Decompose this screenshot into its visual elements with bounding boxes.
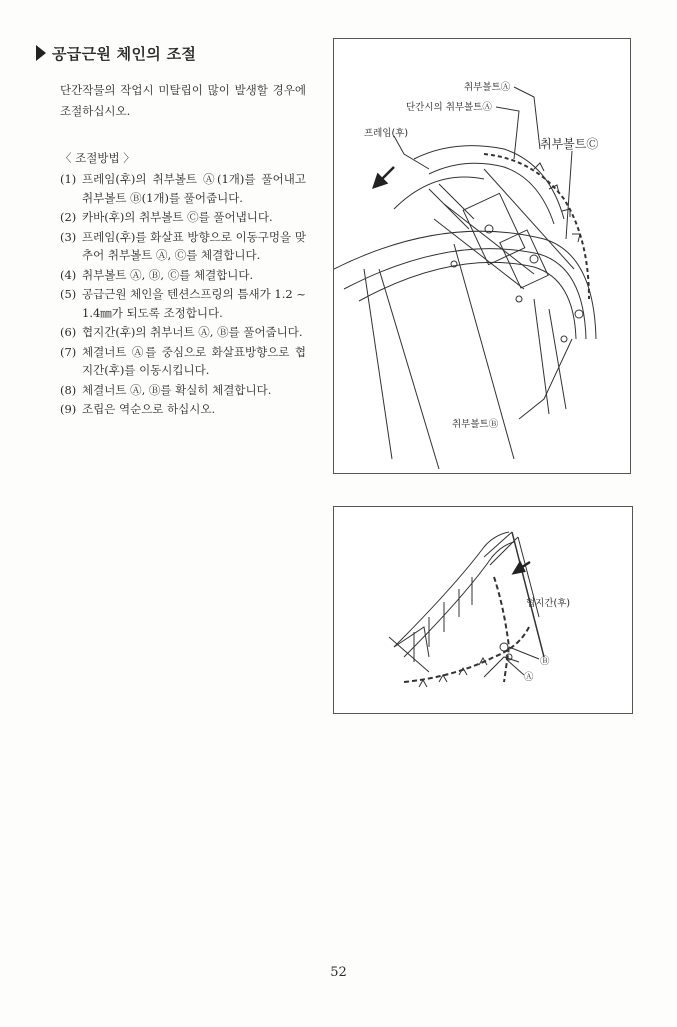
label-clamp: 협지간(후) [526, 598, 571, 609]
step-text: 프레임(후)를 화살표 방향으로 이동구멍을 맞추어 취부볼트 Ⓐ, Ⓒ를 체결합니다. [82, 229, 306, 262]
step-text: 프레임(후)의 취부볼트 Ⓐ(1개)를 풀어내고 취부볼트 Ⓑ(1개)를 풀어줍니다. [82, 172, 306, 205]
method-title: 〈 조절방법 〉 [60, 151, 135, 165]
step-item [60, 208, 306, 227]
label-frame: 프레임(후) [364, 128, 409, 139]
clamp-detail-drawing [334, 507, 632, 713]
step-number: (5) [60, 287, 77, 301]
step-number: (2) [60, 210, 77, 224]
step-text: 체결너트 Ⓐ, Ⓑ를 확실히 체결합니다. [82, 382, 272, 397]
page-number: 52 [330, 965, 347, 980]
intro-paragraph [60, 80, 306, 122]
step-text: 협지간(후)의 취부너트 Ⓐ, Ⓑ를 풀어줍니다. [82, 325, 303, 339]
steps-list [60, 170, 306, 420]
label-short-bolt-a: 단간시의 취부볼트Ⓐ [406, 102, 492, 113]
step-number: (4) [60, 267, 77, 282]
step-text: 취부볼트 Ⓐ, Ⓑ, Ⓒ를 체결합니다. [82, 267, 254, 282]
step-text: 체결너트 Ⓐ를 중심으로 화살표방향으로 협지간(후)를 이동시킵니다. [82, 344, 306, 377]
step-number: (3) [60, 229, 77, 244]
step-item [60, 228, 306, 265]
step-number: (8) [60, 382, 77, 397]
step-text: 카바(후)의 취부볼트 Ⓒ를 풀어냅니다. [82, 210, 273, 224]
step-text: 공급근원 체인을 텐션스프링의 틈새가 1.2 ~ 1.4㎜가 되도록 조정합니다. [82, 287, 306, 320]
step-item [60, 323, 306, 342]
heading-text: 공급근원 체인의 조절 [52, 44, 197, 63]
step-item [60, 266, 306, 285]
label-bolt-a: 취부볼트Ⓐ [464, 82, 511, 93]
step-text: 조립은 역순으로 하십시오. [82, 402, 216, 416]
label-bolt-b: 취부볼트Ⓑ [452, 419, 499, 430]
intro-text: 단간작물의 작업시 미탈립이 많이 발생할 경우에 조절하십시오. [60, 83, 306, 118]
step-number: (9) [60, 402, 77, 416]
step-item [60, 400, 306, 419]
step-item [60, 381, 306, 400]
step-item [60, 285, 306, 322]
figure-chain-assembly [333, 38, 631, 474]
step-number: (1) [60, 172, 77, 186]
figure-clamp-detail [333, 506, 633, 714]
label-b: Ⓑ [540, 656, 550, 667]
label-a: Ⓐ [524, 672, 534, 683]
heading-triangle-icon [36, 45, 46, 61]
section-heading [36, 42, 196, 64]
step-number: (7) [60, 344, 77, 359]
step-item [60, 170, 306, 207]
step-number: (6) [60, 325, 77, 339]
label-bolt-c: 취부볼트Ⓒ [540, 137, 599, 151]
step-item [60, 343, 306, 380]
